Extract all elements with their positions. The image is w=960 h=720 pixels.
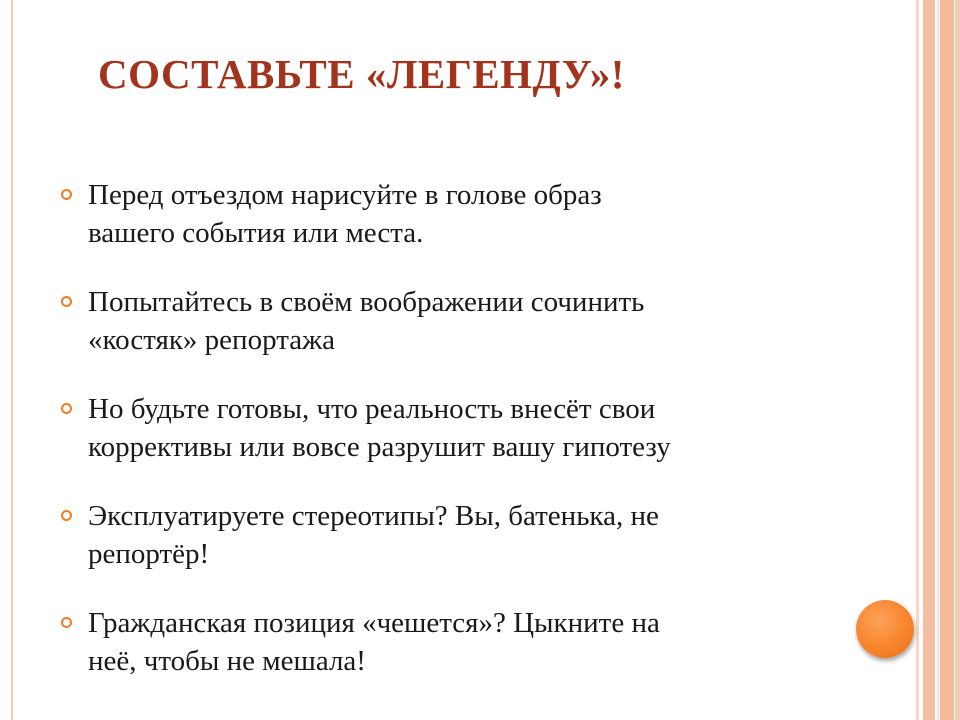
bullet-line: Перед отъездом нарисуйте в голове образ xyxy=(88,179,602,211)
bullet-line: вашего события или места. xyxy=(88,217,424,249)
circle-bullet-icon xyxy=(61,296,72,307)
right-decorative-stripes xyxy=(916,0,960,720)
stripe xyxy=(923,0,935,720)
bullet-line: «костяк» репортажа xyxy=(88,324,335,356)
bullet-line: репортёр! xyxy=(88,538,210,570)
slide-title: СОСТАВЬТЕ «ЛЕГЕНДУ»! xyxy=(98,51,625,97)
orange-circle-decoration xyxy=(856,600,914,658)
bullet-line: коррективы или вовсе разрушит вашу гипотезу xyxy=(88,431,671,463)
stripe xyxy=(955,0,960,720)
stripe xyxy=(937,0,939,720)
bullet-line: неё, чтобы не мешала! xyxy=(88,645,366,677)
bullet-line: Эксплуатируете стереотипы? Вы, батенька, не xyxy=(88,500,659,532)
circle-bullet-icon xyxy=(61,510,72,521)
bullet-line: Гражданская позиция «чешется»? Цыкните на xyxy=(88,607,660,639)
bullet-line: Попытайтесь в своём воображении сочинить xyxy=(88,286,645,318)
bullet-item xyxy=(60,497,830,573)
left-border-line xyxy=(11,0,13,720)
bullet-list xyxy=(60,176,830,711)
stripe xyxy=(916,0,919,720)
stripe xyxy=(940,0,954,720)
bullet-item xyxy=(60,283,830,359)
bullet-item xyxy=(60,176,830,252)
circle-bullet-icon xyxy=(61,403,72,414)
bullet-item xyxy=(60,604,830,680)
circle-bullet-icon xyxy=(61,617,72,628)
bullet-item xyxy=(60,390,830,466)
circle-bullet-icon xyxy=(61,189,72,200)
bullet-line: Но будьте готовы, что реальность внесёт свои xyxy=(88,393,656,425)
